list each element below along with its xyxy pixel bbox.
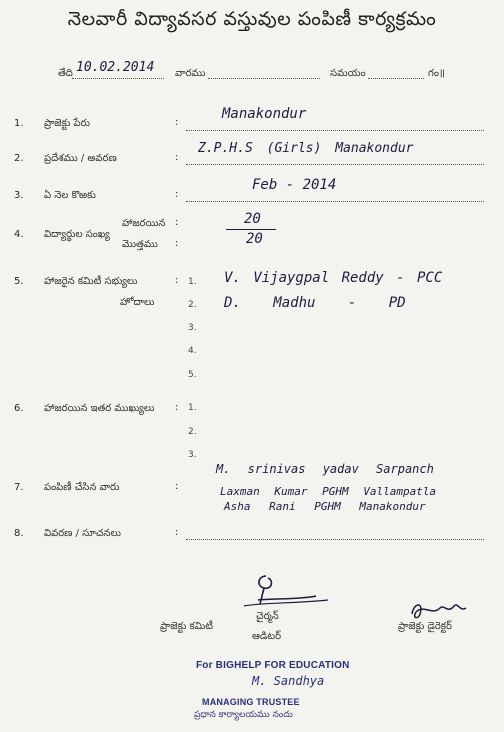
committee-line-2-number: 2. — [188, 300, 197, 310]
committee-line-1-number: 1. — [188, 277, 197, 287]
field-1-colon: : — [175, 117, 179, 128]
present-colon: : — [175, 217, 179, 228]
field-6-label: హాజరయిన ఇతర ముఖ్యులు — [44, 403, 155, 414]
field-2-label: ప్రదేశము / అవరణ — [44, 153, 117, 164]
distributor-line-3: Asha Rani PGHM Manakondur — [224, 500, 426, 513]
field-7-colon: : — [175, 481, 179, 492]
time-dots — [368, 78, 424, 79]
date-dots — [72, 78, 164, 79]
field-8-line — [186, 539, 484, 540]
total-label: మొత్తము — [122, 239, 158, 250]
field-3-value: Feb - 2014 — [252, 177, 337, 193]
field-3-colon: : — [175, 189, 179, 200]
field-5-number: 5. — [14, 276, 24, 287]
auditor-label: ఆడిటర్ — [252, 631, 282, 642]
others-line-1-number: 1. — [188, 403, 197, 413]
committee-label: ప్రాజెక్టు కమిటీ — [160, 621, 213, 632]
distributor-line-1: M. srinivas yadav Sarpanch — [216, 462, 434, 476]
weekday-label: వారము — [175, 68, 206, 79]
field-6-number: 6. — [14, 403, 24, 414]
field-5-colon: : — [175, 275, 179, 286]
stamp-line-1: For BIGHELP FOR EDUCATION — [196, 660, 350, 671]
hour-label: గం॥ — [428, 68, 445, 79]
field-3-label: ఏ నెల కొఱకు — [44, 190, 96, 201]
time-label: సమయం — [330, 68, 366, 79]
fraction-line — [226, 229, 276, 230]
committee-line-3-number: 3. — [188, 323, 197, 333]
field-1-label: ప్రాజెక్టు పేరు — [44, 118, 90, 129]
field-2-value: Z.P.H.S (Girls) Manakondur — [198, 141, 414, 156]
stamp-line-3: ప్రధాన కార్యాలయము నందు — [194, 710, 293, 720]
committee-member-2: D. Madhu - PD — [224, 295, 406, 311]
present-value: 20 — [244, 211, 261, 227]
committee-line-4-number: 4. — [188, 346, 197, 356]
committee-line-5-number: 5. — [188, 370, 197, 380]
form-title: నెలవారీ విద్యావసర వస్తువుల పంపిణీ కార్యక్రమం — [67, 8, 437, 30]
others-line-2-number: 2. — [188, 427, 197, 437]
date-value: 10.02.2014 — [76, 60, 155, 75]
field-5-sublabel: హోదాలు — [120, 297, 155, 308]
weekday-dots — [208, 78, 320, 79]
field-2-colon: : — [175, 152, 179, 163]
total-value: 20 — [246, 231, 263, 247]
stamp-line-2: MANAGING TRUSTEE — [202, 697, 300, 707]
field-8-label: వివరణ / సూచనలు — [44, 528, 122, 539]
total-colon: : — [175, 238, 179, 249]
director-label: ప్రాజెక్టు డైరెక్టర్ — [398, 621, 452, 632]
field-4-number: 4. — [14, 229, 24, 240]
stamp-signature: M. Sandhya — [252, 674, 325, 688]
present-label: హాజరయిన — [122, 218, 166, 229]
field-3-line — [186, 201, 484, 202]
chairman-signature — [236, 570, 336, 612]
field-2-line — [186, 164, 484, 165]
field-4-label: విద్యార్థుల సంఖ్య — [44, 229, 110, 240]
distributor-line-2: Laxman Kumar PGHM Vallampatla — [220, 485, 437, 498]
field-3-number: 3. — [14, 190, 24, 201]
field-8-colon: : — [175, 527, 179, 538]
chairman-label: చైర్మన్ — [256, 611, 279, 622]
field-6-colon: : — [175, 402, 179, 413]
field-7-number: 7. — [14, 482, 24, 493]
committee-member-1: V. Vijaygpal Reddy - PCC — [224, 270, 443, 286]
field-7-label: పంపిణీ చేసిన వారు — [44, 482, 120, 493]
date-label: తేది — [58, 68, 73, 79]
others-line-3-number: 3. — [188, 450, 197, 460]
field-5-label: హాజరైన కమిటీ సభ్యులు — [44, 276, 138, 287]
field-1-line — [186, 130, 484, 131]
field-2-number: 2. — [14, 153, 24, 164]
field-8-number: 8. — [14, 528, 24, 539]
field-1-number: 1. — [14, 118, 24, 129]
field-1-value: Manakondur — [222, 106, 307, 122]
